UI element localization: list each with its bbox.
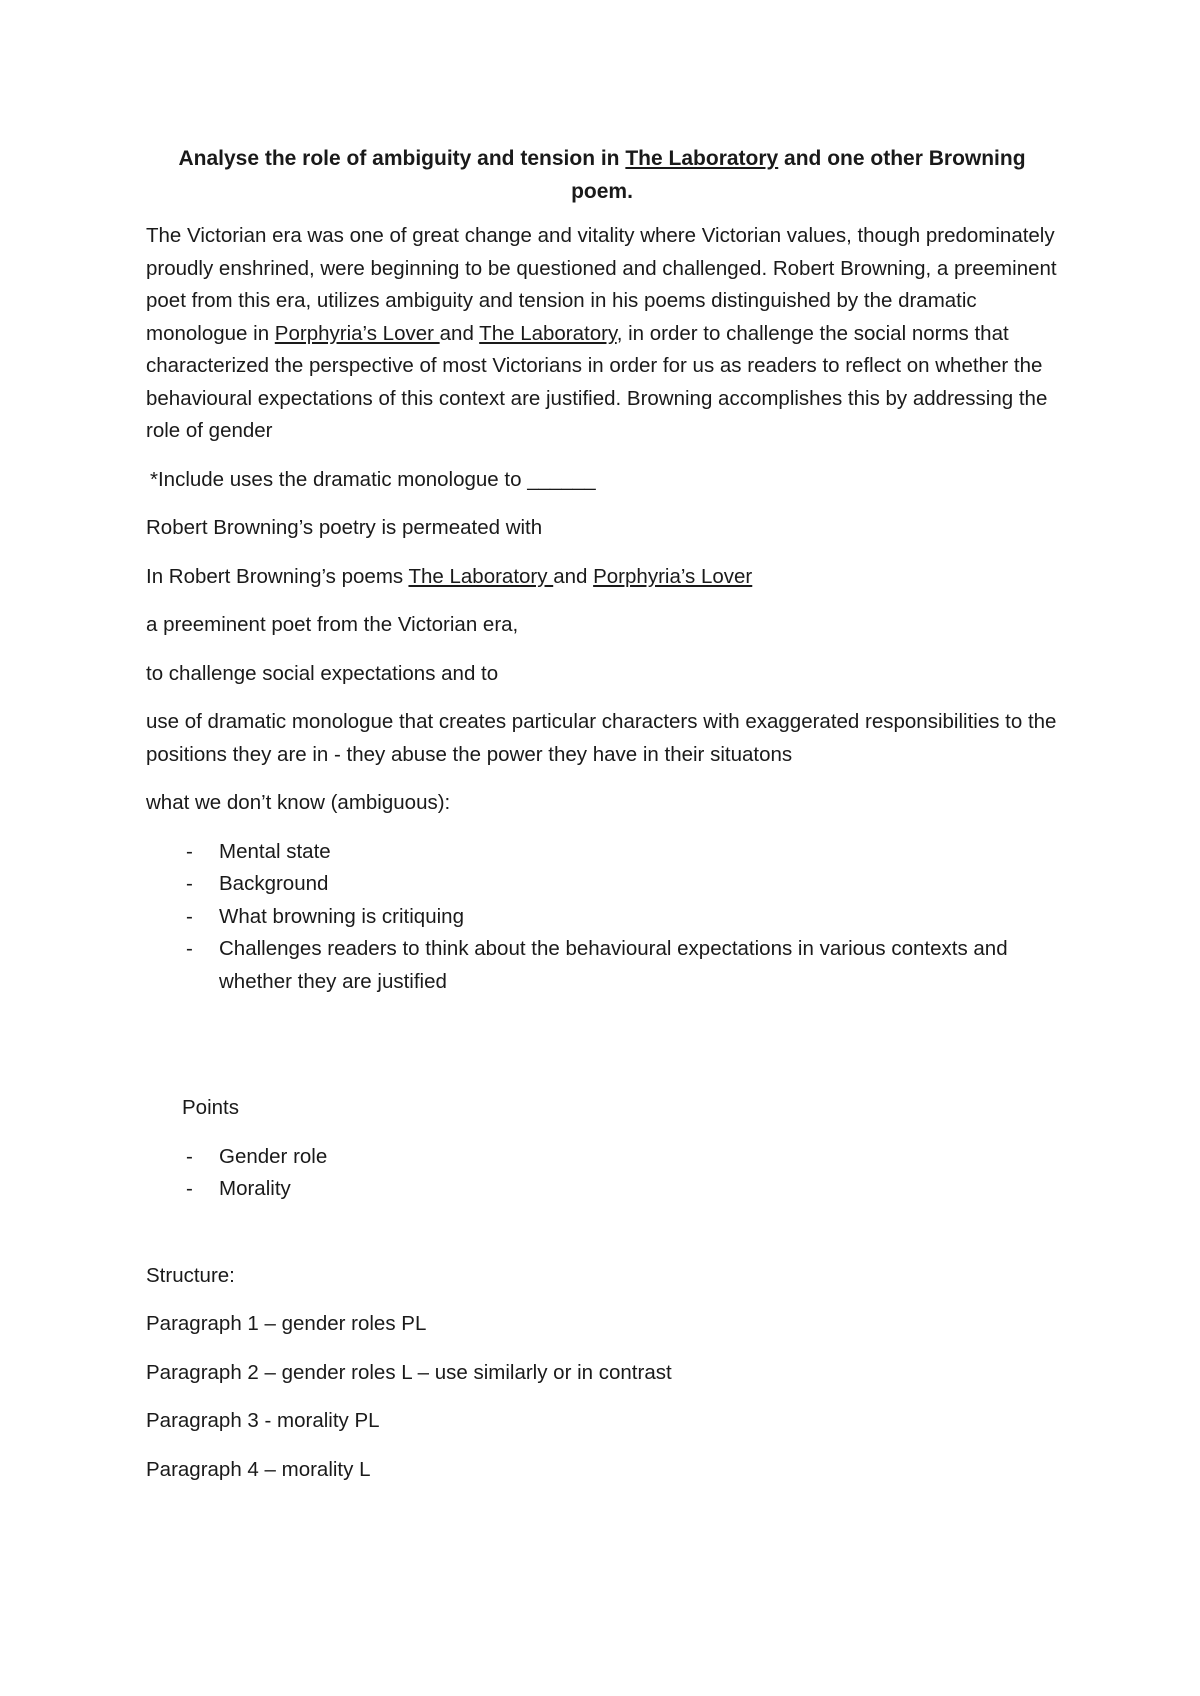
- intro-paragraph: [146, 220, 1058, 448]
- note-permeated: Robert Browning’s poetry is permeated with: [146, 516, 543, 539]
- intro-text-2: , in order to challenge the social norms that characterized the perspective of most Victorians in order for us as readers to reflect on whether the behavioural expectations of this context are justified. Browning accomplishes this by addressing the role of gender: [146, 321, 1048, 442]
- structure-paragraph-2: Paragraph 2 – gender roles L – use similarly or in contrast: [146, 1360, 672, 1384]
- note-poems-work-1: The Laboratory: [408, 564, 554, 588]
- note-preeminent: a preeminent poet from the Victorian era,: [146, 613, 519, 636]
- intro-and: and: [439, 321, 480, 345]
- points-list: [146, 1141, 1058, 1206]
- list-item-text: Morality: [219, 1177, 291, 1200]
- note-unknown: what we don’t know (ambiguous):: [146, 791, 451, 814]
- note-challenge: to challenge social expectations and to: [146, 661, 499, 685]
- intro-text-1: The Victorian era was one of great change and vitality where Victorian values, though predominately proudly enshrined, were beginning to be questioned and challenged. Robert Browning, a preeminent poet from this era, utilizes ambiguity and tension in his poems distinguished by the dramatic monologue in: [146, 224, 1057, 345]
- note-poems-and: and: [553, 564, 594, 588]
- dash-marker: -: [186, 872, 193, 895]
- note-include: *Include uses the dramatic monologue to ______: [150, 467, 596, 491]
- title-suffix: and one other Browning poem.: [571, 147, 1026, 203]
- list-item: [146, 901, 1058, 934]
- list-item-text: Mental state: [219, 839, 331, 863]
- note-poems-prefix: In Robert Browning’s poems: [146, 564, 409, 588]
- list-item: [146, 1173, 1058, 1206]
- note-monologue: use of dramatic monologue that creates particular characters with exaggerated responsibilities to the positions they are in - they abuse the power they have in their situatons: [146, 710, 1057, 766]
- dash-marker: -: [186, 839, 193, 863]
- list-item-text: Gender role: [219, 1144, 328, 1168]
- intro-poem-1: Porphyria’s Lover: [274, 321, 440, 345]
- points-heading: Points: [182, 1096, 239, 1119]
- structure-paragraph-4: Paragraph 4 – morality L: [146, 1457, 371, 1481]
- dash-marker: -: [186, 1177, 193, 1200]
- list-item-text: What browning is critiquing: [219, 904, 464, 928]
- title-prefix: Analyse the role of ambiguity and tension in: [178, 147, 626, 170]
- list-item: [146, 836, 1058, 869]
- dash-marker: -: [186, 1144, 193, 1168]
- dash-marker: -: [186, 937, 193, 960]
- unknown-list: [146, 836, 1058, 999]
- list-item-text: Challenges readers to think about the behavioural expectations in various contexts and whether they are justified: [219, 937, 1008, 993]
- list-item: [146, 868, 1058, 901]
- list-item-text: Background: [219, 872, 329, 895]
- structure-heading: Structure:: [146, 1263, 235, 1287]
- note-poems: [146, 561, 1058, 594]
- structure-paragraph-1: Paragraph 1 – gender roles PL: [146, 1312, 427, 1335]
- essay-title: [146, 142, 1058, 208]
- title-work: The Laboratory: [625, 147, 779, 170]
- structure-paragraph-3: Paragraph 3 - morality PL: [146, 1409, 380, 1432]
- list-item: [146, 1141, 1058, 1174]
- intro-poem-2: The Laboratory: [479, 321, 617, 345]
- document-body: [146, 142, 1058, 1502]
- dash-marker: -: [186, 904, 193, 928]
- note-poems-work-2: Porphyria’s Lover: [593, 564, 753, 588]
- list-item: [146, 933, 1058, 998]
